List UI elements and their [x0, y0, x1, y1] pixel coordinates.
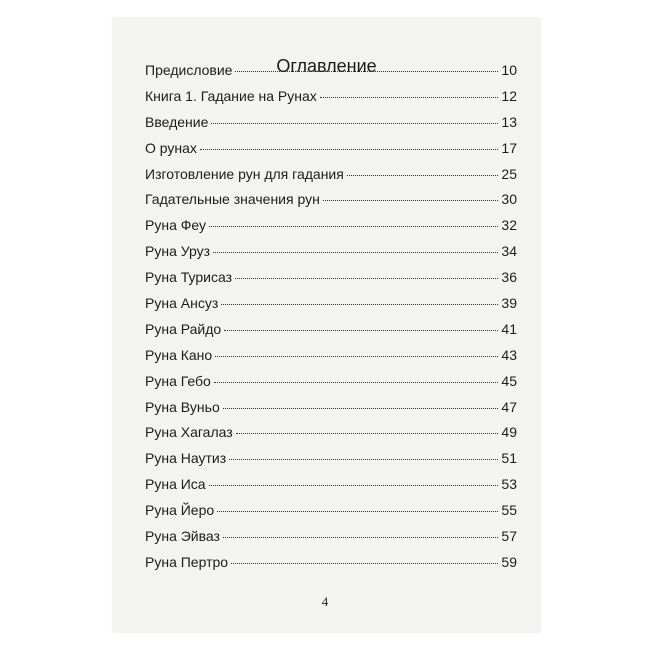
toc-entry [145, 140, 517, 166]
toc-entry-page: 47 [501, 398, 517, 415]
dot-leader [323, 200, 499, 201]
toc-entry-page: 13 [501, 113, 517, 130]
toc-entry [145, 269, 517, 295]
dot-leader [214, 382, 499, 383]
toc-entry-label: Руна Турисаз [145, 269, 233, 286]
toc-entry-page: 34 [501, 243, 517, 260]
toc-entry-page: 12 [501, 87, 517, 104]
toc-entry [145, 502, 517, 528]
dot-leader [229, 459, 498, 460]
toc-entry-page: 49 [501, 424, 517, 441]
dot-leader [209, 226, 498, 227]
toc-entry-page: 36 [501, 269, 517, 286]
dot-leader [217, 511, 498, 512]
toc-entry-label: Руна Хагалаз [145, 424, 233, 441]
toc-entry-label: Руна Йеро [145, 502, 215, 519]
dot-leader [236, 433, 499, 434]
toc-entry-page: 39 [501, 295, 517, 312]
toc-entry [145, 321, 517, 347]
toc-entry [145, 373, 517, 399]
dot-leader [200, 149, 498, 150]
dot-leader [231, 563, 498, 564]
toc-entry [145, 166, 517, 192]
toc-entry [145, 217, 517, 243]
toc-entry [145, 347, 517, 373]
toc-entry-label: Руна Ансуз [145, 295, 219, 312]
dot-leader [209, 485, 499, 486]
toc-entry-label: Руна Эйваз [145, 528, 220, 545]
toc-entry-page: 17 [501, 139, 517, 156]
dot-leader [221, 304, 498, 305]
toc-entry [145, 476, 517, 502]
toc-entry-page: 10 [501, 62, 517, 78]
table-of-contents [145, 62, 517, 580]
toc-entry-page: 51 [501, 450, 517, 467]
toc-entry-label: Руна Кано [145, 346, 213, 363]
toc-entry-label: Руна Вуньо [145, 398, 220, 415]
toc-entry-label: Книга 1. Гадание на Рунах [145, 87, 317, 104]
toc-entry [145, 62, 517, 88]
toc-entry-label: Руна Пертро [145, 553, 229, 570]
toc-entry-page: 43 [501, 346, 517, 363]
toc-entry-page: 59 [501, 553, 517, 570]
toc-entry-page: 32 [501, 217, 517, 234]
toc-entry-label: Руна Наутиз [145, 450, 227, 467]
toc-entry-label: Руна Уруз [145, 243, 211, 260]
dot-leader [223, 537, 498, 538]
toc-entry-label: Предисловие [145, 62, 233, 78]
toc-entry [145, 295, 517, 321]
toc-entry [145, 528, 517, 554]
dot-leader [224, 330, 498, 331]
toc-entry-label: Гадательные значения рун [145, 191, 320, 208]
toc-entry-page: 41 [501, 320, 517, 337]
toc-entry-label: Изготовление рун для гадания [145, 165, 344, 182]
dot-leader [320, 97, 499, 98]
toc-title: Оглавление [276, 56, 377, 76]
dot-leader [211, 123, 498, 124]
toc-entry [145, 424, 517, 450]
page-number: 4 [321, 594, 329, 609]
toc-entry [145, 554, 517, 580]
toc-entry-page: 55 [501, 502, 517, 519]
toc-entry-label: Руна Гебо [145, 372, 211, 389]
toc-entry [145, 88, 517, 114]
toc-entry-page: 25 [501, 165, 517, 182]
toc-entry-page: 45 [501, 372, 517, 389]
dot-leader [215, 356, 498, 357]
toc-entry-label: Руна Райдо [145, 320, 222, 337]
toc-entry-page: 30 [501, 191, 517, 208]
toc-entry [145, 399, 517, 425]
dot-leader [235, 278, 498, 279]
toc-entry-label: Руна Иса [145, 476, 206, 493]
dot-leader [347, 175, 499, 176]
toc-entry [145, 191, 517, 217]
toc-entry [145, 243, 517, 269]
toc-entry-page: 57 [501, 528, 517, 545]
toc-entry-label: О рунах [145, 139, 197, 156]
toc-entry-label: Руна Феу [145, 217, 207, 234]
toc-entry [145, 450, 517, 476]
toc-entry [145, 114, 517, 140]
dot-leader [213, 252, 498, 253]
toc-entry-page: 53 [501, 476, 517, 493]
dot-leader [223, 408, 499, 409]
dot-leader [235, 71, 498, 72]
toc-entry-label: Введение [145, 113, 209, 130]
